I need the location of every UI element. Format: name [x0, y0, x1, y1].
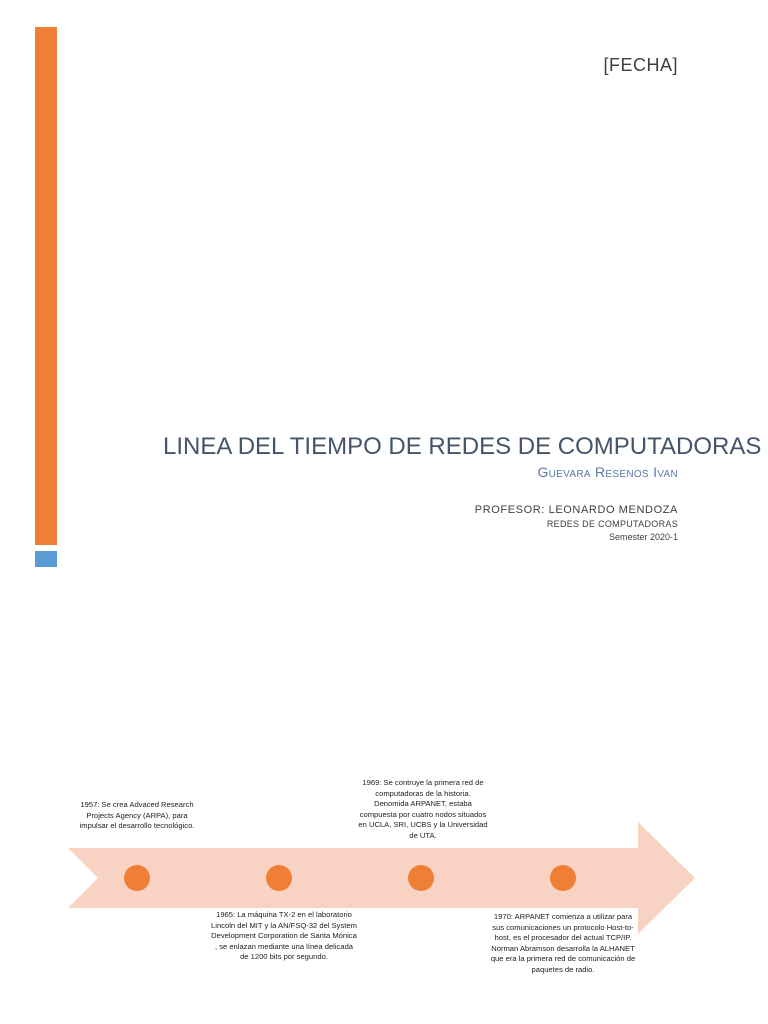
timeline-node-1970 — [550, 865, 576, 891]
course-name: REDES DE COMPUTADORAS — [546, 519, 678, 529]
timeline-event-1965: 1965: La máquina TX-2 en el laboratorio Lincoln del MIT y la AN/FSQ-32 del System Development Corporation de Santa Mónica , se enlazan mediante una línea delicada de 1200 bits por segundo. — [211, 910, 357, 962]
document-title: LINEA DEL TIEMPO DE REDES DE COMPUTADORAS — [163, 433, 762, 460]
orange-side-bar — [35, 27, 57, 545]
timeline-event-1957: 1957: Se crea Advaced Research Projects Agency (ARPA), para impulsar el desarrollo tecnológico. — [79, 800, 195, 831]
timeline-node-1969 — [408, 865, 434, 891]
professor-name: PROFESOR: LEONARDO MENDOZA — [474, 504, 678, 516]
date-field: [FECHA] — [603, 55, 678, 75]
semester-label: Semester 2020-1 — [608, 532, 678, 542]
timeline-node-1965 — [266, 865, 292, 891]
timeline-node-1957 — [124, 865, 150, 891]
timeline-event-1970: 1970: ARPANET comienza a utilizar para sus comunicaciones un protocolo Host-to-host, es el procesador del actual TCP/IP. Norman Abramson desarrolla la ALHANET que era la primera red de comunicación de paquetes de radio. — [490, 912, 636, 974]
author-name: Guevara Resenos Ivan — [537, 464, 678, 480]
timeline-event-1969: 1969: Se contruye la primera red de computadoras de la historia. Denomida ARPANET, estaba compuesta por cuatro nodos situados en UCLA, SRI, UCBS y la Universidad de UTA. — [358, 778, 488, 840]
blue-accent-block — [35, 551, 57, 567]
